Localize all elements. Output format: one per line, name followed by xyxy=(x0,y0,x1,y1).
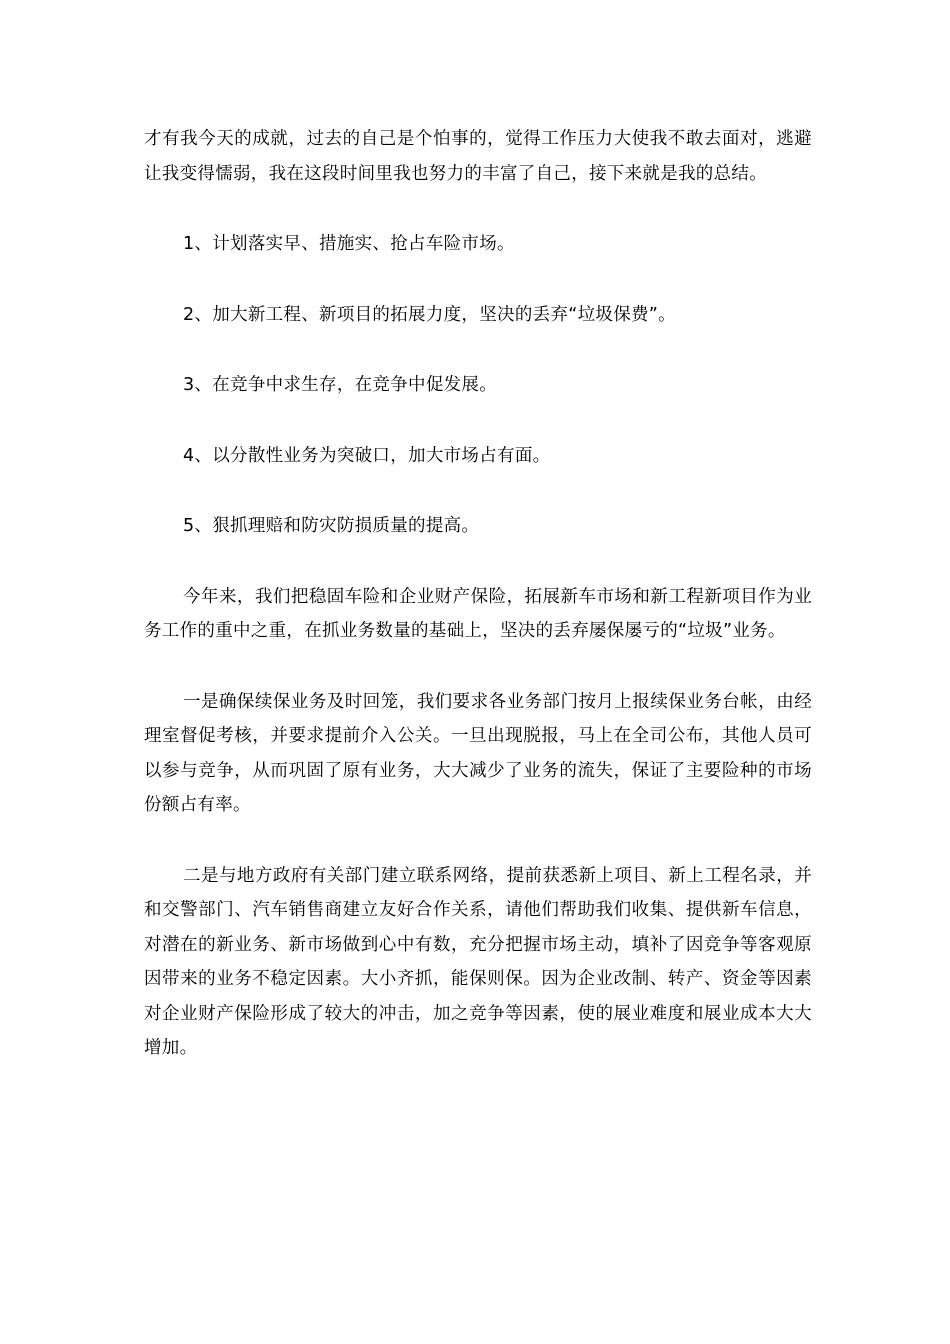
list-item-2: 2、加大新工程、新项目的拓展力度，坚决的丢弃“垃圾保费”。 xyxy=(183,304,676,325)
list-item-3: 3、在竞争中求生存，在竞争中促发展。 xyxy=(183,375,498,395)
list-item-5: 5、狠抓理赔和防灾防损质量的提高。 xyxy=(183,516,480,536)
paragraph-this-year: 今年来，我们把稳固车险和企业财产保险，拓展新车市场和新工程新项目作为业务工作的重中之重，在抓业务数量的基础上，坚决的丢弃屡保屡亏的“垃圾”业务。 xyxy=(144,586,812,641)
list-item-4: 4、以分散性业务为突破口，加大市场占有面。 xyxy=(183,445,551,466)
list-item-1: 1、计划落实早、措施实、抢占车险市场。 xyxy=(183,234,515,254)
paragraph-point-one: 一是确保续保业务及时回笼，我们要求各业务部门按月上报续保业务台帐，由经理室督促考核，并要求提前介入公关。一旦出现脱报，马上在全司公布，其他人员可以参与竞争，从而巩固了原有业务，大大减少了业务的流失，保证了主要险种的市场份额占有率。 xyxy=(144,691,812,815)
paragraph-point-two: 二是与地方政府有关部门建立联系网络，提前获悉新上项目、新上工程名录，并和交警部门、汽车销售商建立友好合作关系，请他们帮助我们收集、提供新车信息，对潜在的新业务、新市场做到心中有数，充分把握市场主动，填补了因竞争等客观原因带来的业务不稳定因素。大小齐抓，能保则保。因为企业改制、转产、资金等因素对企业财产保险形成了较大的冲击，加之竞争等因素，使的展业难度和展业成本大大增加。 xyxy=(144,865,812,1058)
paragraph-summary-intro: 才有我今天的成就，过去的自己是个怕事的，觉得工作压力大使我不敢去面对，逃避让我变得懦弱，我在这段时间里我也努力的丰富了自己，接下来就是我的总结。 xyxy=(144,129,812,184)
document-body xyxy=(144,122,812,1066)
